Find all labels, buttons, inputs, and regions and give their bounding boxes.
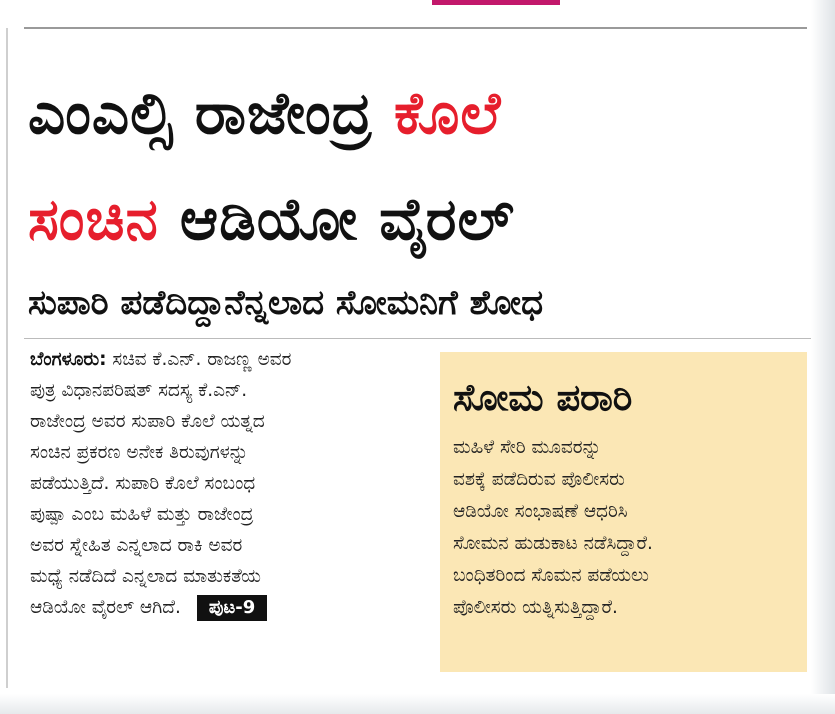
sidebar-line: ಸೋಮನ ಹುಡುಕಾಟ ನಡೆಸಿದ್ದಾರೆ.: [453, 533, 653, 554]
article-line: [30, 344, 410, 375]
category-tab-marker: [432, 0, 560, 5]
article-line: ಪಡೆಯುತ್ತಿದೆ. ಸುಪಾರಿ ಕೊಲೆ ಸಂಬಂಧ: [30, 473, 256, 494]
sidebar-line: ಮಹಿಳೆ ಸೇರಿ ಮೂವರನ್ನು: [453, 437, 602, 458]
article-line: ಸಂಚಿನ ಪ್ರಕರಣ ಅನೇಕ ತಿರುವುಗಳನ್ನು: [30, 442, 249, 463]
article-line: ರಾಜೇಂದ್ರ ಅವರ ಸುಪಾರಿ ಕೊಲೆ ಯತ್ನದ: [30, 411, 265, 432]
article-line: ಪುಷ್ಪಾ ಎಂಬ ಮಹಿಳೆ ಮತ್ತು ರಾಜೇಂದ್ರ: [30, 504, 254, 525]
headline-line-2: [28, 185, 818, 253]
page-edge-shadow: [811, 0, 835, 714]
page-reference-badge: ಪುಟ-9: [197, 595, 267, 621]
sidebar-line: ಆಡಿಯೋ ಸಂಭಾಷಣೆ ಆಧರಿಸಿ: [453, 501, 628, 522]
article-line-text: ಆಡಿಯೋ ವೈರಲ್ ಆಗಿದೆ.: [30, 597, 181, 618]
subheadline: ಸುಪಾರಿ ಪಡೆದಿದ್ದಾನೆನ್ನಲಾದ ಸೋಮನಿಗೆ ಶೋಧ: [28, 283, 544, 323]
sidebar-line: ವಶಕ್ಕೆ ಪಡೆದಿರುವ ಪೊಲೀಸರು: [453, 469, 625, 490]
article-line: ಪುತ್ರ ವಿಧಾನಪರಿಷತ್ ಸದಸ್ಯ ಕೆ.ಎನ್.: [30, 380, 248, 401]
headline-line-1: [28, 79, 818, 147]
headline-part-black: ಎಂಎಲ್ಸಿ ರಾಜೇಂದ್ರ: [28, 79, 373, 147]
headline-part-red: ಸಂಚಿನ: [28, 185, 159, 253]
top-divider: [24, 27, 807, 29]
article-line: ಮಧ್ಯೆ ನಡೆದಿದೆ ಎನ್ನಲಾದ ಮಾತುಕತೆಯ: [30, 566, 261, 587]
article-line: ಅವರ ಸ್ನೇಹಿತ ಎನ್ನಲಾದ ರಾಕಿ ಅವರ: [30, 535, 243, 556]
subheadline-divider: [24, 338, 814, 339]
sidebar-title: ಸೋಮ ಪರಾರಿ: [453, 376, 633, 419]
sidebar-line: ಪೊಲೀಸರು ಯತ್ನಿಸುತ್ತಿದ್ದಾರೆ.: [453, 597, 618, 618]
article-body: [30, 344, 410, 623]
headline-part-red: ಕೊಲೆ: [393, 79, 502, 147]
article-line-text: ಸಚಿವ ಕೆ.ಎನ್. ರಾಜಣ್ಣ ಅವರ: [106, 349, 292, 370]
page-bottom-shadow: [0, 694, 835, 714]
sidebar-body: [453, 432, 803, 624]
sidebar-line: ಬಂಧಿತರಿಂದ ಸೊಮನ ಪಡೆಯಲು: [453, 565, 649, 586]
dateline: ಬೆಂಗಳೂರು:: [30, 349, 107, 370]
headline-part-black: ಆಡಿಯೋ ವೈರಲ್: [179, 185, 515, 253]
article-line: [30, 592, 410, 623]
column-divider: [6, 28, 8, 688]
